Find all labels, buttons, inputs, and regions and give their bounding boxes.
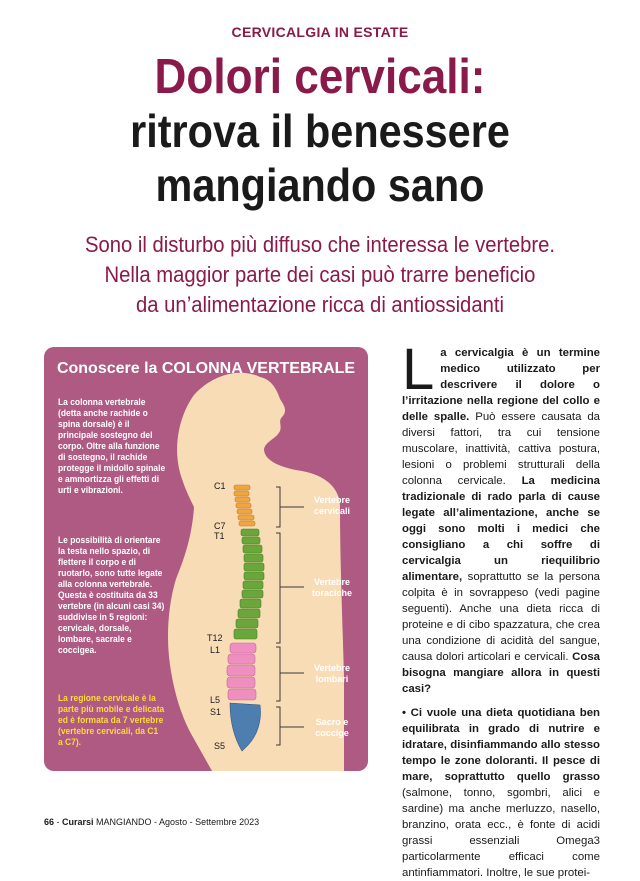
issue-date: - Agosto - Settembre 2023 (151, 817, 260, 827)
body-paragraph-1 (402, 337, 601, 697)
body-p1-bold: a cervicalgia è un termine medico utilizzato per descrivere il dolore o l’irritazione nella regione del collo e delle spalle. (402, 347, 600, 423)
magazine-name: Curarsi (62, 817, 94, 827)
infobox-title-prefix: Conoscere la (56, 360, 158, 377)
label-t1: T1 (214, 531, 225, 541)
section-kicker: CERVICALGIA IN ESTATE (231, 24, 409, 40)
dropcap: L (402, 337, 435, 402)
infobox-title-highlight: COLONNA VERTEBRALE (161, 360, 356, 377)
region-thoracic: Vertebre toraciche (311, 577, 353, 598)
label-c7: C7 (214, 521, 226, 531)
body-p1-normal2: soprattutto se la persona colpita è in sovrappeso (vedi pagine seguenti). Anche una dieta ricca di proteine e di cibo spazzatura, che crea una condizione di acidità del sangue, causa dolori articolari e cervicali. (402, 571, 600, 663)
label-s5: S5 (214, 741, 226, 751)
subtitle-line-3: da un’alimentazione ricca di antiossidanti (136, 292, 504, 317)
subtitle-line-2: Nella maggior parte dei casi può trarre beneficio (104, 262, 536, 287)
region-lumbar: Vertebre lombari (313, 663, 351, 684)
lumbar-vertebrae (227, 643, 256, 700)
page-footer (44, 817, 259, 827)
page-number: 66 (44, 817, 55, 827)
label-l1: L1 (210, 645, 221, 655)
subtitle-line-1: Sono il disturbo più diffuso che interessa le vertebre. (85, 232, 555, 257)
article-subtitle (44, 230, 596, 320)
infobox-title (44, 360, 368, 378)
infobox-paragraph-3: La regione cervicale è la parte più mobile e delicata ed è formata da 7 vertebre (vertebre cervicali, da C1 a C7). (58, 693, 165, 747)
magazine-sub: MANGIANDO (93, 817, 152, 827)
label-l5: L5 (210, 695, 221, 705)
region-cervical: Vertebre cervicali (313, 495, 351, 516)
label-s1: S1 (210, 707, 222, 717)
article-title (32, 50, 608, 212)
infobox-paragraph-1: La colonna vertebrale (detta anche rachide o spina dorsale) è il principale sostegno del corpo. Oltre alla funzione di sostegno, il rachide protegge il midollo spinale e ammortizza gli effetti di urti e vibrazioni. (58, 397, 166, 495)
body-p1-bold2: La medicina tradizionale di rado parla di cause legate all’alimentazione, anche se oggi sono molti i medici che consigliano a chi soffre di cervicalgia un riequilibrio alimentare, (402, 475, 601, 583)
infobox-paragraph-2: Le possibilità di orientare la testa nello spazio, di flettere il corpo e di ruotarlo, sono tutte legate alla colonna vertebrale. Questa è costituita da 33 vertebre (in alcuni casi 34) suddivise in 5 regioni: cervicale, dorsale, lombare, sacrale e coccigea. (58, 535, 165, 655)
title-line-3: mangiando sano (155, 159, 485, 211)
label-c1: C1 (214, 481, 226, 491)
body-p2-normal: (salmone, tonno, sgombri, alici e sardine) ma anche merluzzo, nasello, branzino, orata ecc., è fonte di acidi grassi essenziali Omega3 particolarmente efficaci come antinfiammatori. Inoltre, le sue protei- (402, 787, 600, 879)
body-p2-bold: • Ci vuole una dieta quotidiana ben equilibrata in grado di nutrire e idratare, disinfiammando allo stesso tempo le zone doloranti. Il pesce di mare, soprattutto quello grasso (402, 707, 600, 783)
article-body (402, 337, 601, 881)
spine-infobox (44, 347, 368, 771)
body-p1-normal: Può essere causata da diversi fattori, tra cui tensione muscolare, inattività, cattiva postura, lesioni o problemi strutturali della colonna cervicale. (402, 411, 600, 487)
label-t12: T12 (207, 633, 223, 643)
title-line-1: Dolori cervicali: (154, 50, 486, 104)
body-p1-bold3: Cosa bisogna mangiare allora in questi casi? (402, 651, 600, 695)
region-sacral: Sacro e coccige (315, 717, 349, 738)
footer-separator: - (54, 817, 63, 827)
title-line-2: ritrova il benessere (130, 105, 510, 157)
body-paragraph-2 (402, 705, 600, 881)
